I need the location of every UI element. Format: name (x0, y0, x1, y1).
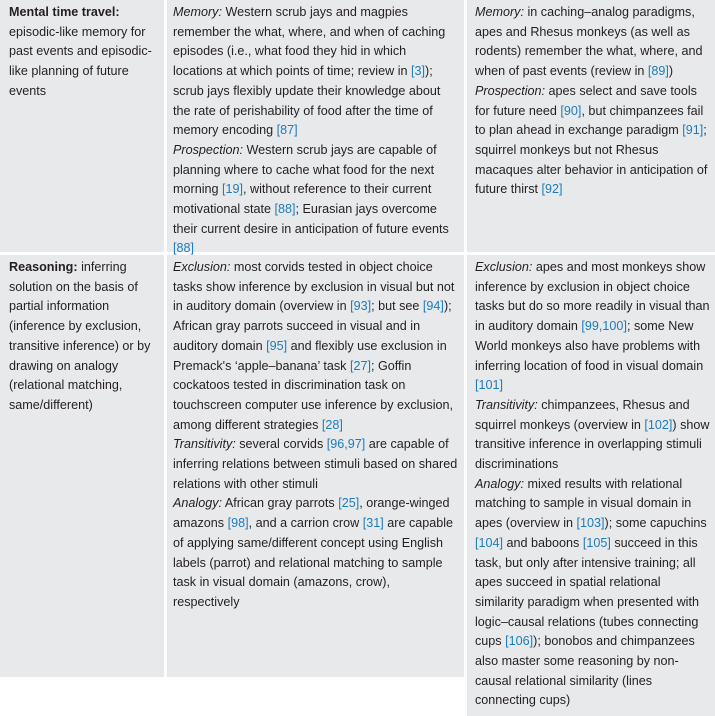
finding-text: , orange-winged amazons (173, 496, 450, 531)
citation-link[interactable]: [102] (644, 417, 673, 432)
finding-paragraph (173, 258, 458, 435)
finding-text: succeed in this task, but only after intensive training; all apes succeed in spatial relational similarity paradigm when presented with logic–causal relations (tubes connecting cups (475, 535, 699, 649)
primates-cell-reasoning (467, 255, 715, 716)
finding-text: apes and most monkeys show inference by exclusion in object choice tasks but do so more readily in visual than in auditory domain (475, 260, 710, 334)
finding-text: , and a carrion crow (248, 516, 363, 531)
finding-text: and baboons (503, 535, 583, 550)
finding-text: are capable of inferring relations between stimuli based on shared relations with other stimuli (173, 437, 458, 491)
finding-label: Memory: (173, 5, 222, 19)
finding-label: Analogy: (173, 496, 223, 511)
citation-link[interactable]: [93] (350, 299, 372, 314)
finding-text: ); African gray parrots succeed in visual and in auditory domain (173, 299, 452, 353)
finding-paragraph (475, 475, 711, 711)
finding-text: Western scrub jays and magpies remember the what, where, and when of caching episodes (i.e., what food they hid in which locations at which points of time; review in (173, 5, 446, 79)
finding-paragraph (475, 258, 711, 396)
finding-text: ; Goffin cockatoos tested in discrimination task on touchscreen computer use inference by exclusion, among different strategies (173, 358, 454, 432)
citation-link[interactable]: [92] (541, 182, 563, 197)
finding-paragraph (173, 3, 458, 141)
category-title: Reasoning: (9, 260, 78, 274)
citation-link[interactable]: [91] (682, 123, 704, 138)
finding-text: Western scrub jays are capable of planning where to cache what food for the next morning (173, 142, 437, 197)
citation-link[interactable]: [106] (505, 634, 534, 649)
finding-label: Transitivity: (475, 397, 538, 412)
finding-text: ) show transitive inference in overlapping stimuli discriminations (475, 417, 710, 472)
finding-label: Prospection: (173, 142, 244, 157)
finding-text: ); bonobos and chimpanzees also master some reasoning by non-causal relational similarity (lines connecting cups) (475, 634, 695, 708)
finding-text: are capable of applying same/different concept using English labels (parrot) and relational matching to sample task in visual domain (amazons, crow), respectively (173, 516, 454, 609)
citation-link[interactable]: [101] (475, 378, 504, 393)
citation-link[interactable]: [89] (647, 64, 669, 79)
finding-text: ; but see (371, 299, 423, 314)
finding-paragraph (173, 141, 458, 259)
primates-cell-mental-time-travel (467, 0, 715, 252)
citation-link[interactable]: [103] (576, 516, 605, 531)
category-cell-reasoning (0, 255, 164, 677)
finding-text: mixed results with relational matching to sample in visual domain in apes (overview in (475, 476, 692, 531)
citation-link[interactable]: [95] (266, 338, 288, 353)
birds-cell-reasoning (167, 255, 464, 677)
citation-link[interactable]: [19] (222, 182, 244, 197)
finding-label: Exclusion: (475, 260, 533, 274)
citation-link[interactable]: [87] (276, 123, 298, 138)
finding-label: Transitivity: (173, 437, 236, 452)
citation-link[interactable]: [25] (338, 496, 360, 511)
citation-link[interactable]: [28] (321, 417, 343, 432)
finding-text: ); scrub jays flexibly update their knowledge about the rate of perishability of food after the time of memory encoding (173, 64, 441, 138)
finding-text: chimpanzees, Rhesus and squirrel monkeys (overview in (475, 397, 690, 432)
birds-cell-mental-time-travel (167, 0, 464, 256)
citation-link[interactable]: [88] (173, 241, 195, 256)
citation-link[interactable]: [96,97] (326, 437, 366, 452)
finding-text: ); some capuchins (604, 516, 707, 531)
finding-label: Analogy: (475, 476, 525, 491)
finding-text: ; squirrel monkeys but not Rhesus macaques alter behavior in anticipation of future thirst (475, 123, 708, 197)
finding-label: Exclusion: (173, 260, 231, 274)
finding-label: Memory: (475, 5, 524, 19)
finding-text: ; Eurasian jays overcome their current desire in anticipation of future events (173, 202, 449, 236)
category-description: inferring solution on the basis of partial information (inference by exclusion, transitive inference) or by drawing on analogy (relational matching, same/different) (9, 260, 151, 412)
finding-text: , but chimpanzees fail to plan ahead in exchange paradigm (475, 103, 704, 138)
finding-text: ; some New World monkeys also have problems with inferring location of food in visual domain (475, 319, 704, 373)
finding-text: in caching–analog paradigms, apes and Rhesus monkeys (as well as rodents) remember the what, where, and when of past events (review in (475, 5, 703, 79)
citation-link[interactable]: [31] (362, 516, 384, 531)
finding-paragraph (173, 494, 458, 612)
citation-link[interactable]: [105] (582, 535, 611, 550)
category-cell-mental-time-travel (0, 0, 164, 252)
finding-paragraph (173, 435, 458, 494)
finding-text: and flexibly use exclusion in Premack's ‘apple–banana’ task (173, 338, 447, 373)
citation-link[interactable]: [104] (475, 535, 504, 550)
finding-text: most corvids tested in object choice tasks show inference by exclusion in visual but not in auditory domain (overview in (173, 260, 455, 314)
finding-text: apes select and save tools for future need (475, 83, 697, 118)
citation-link[interactable]: [3] (411, 64, 426, 79)
citation-link[interactable]: [99,100] (581, 319, 627, 334)
finding-text: ) (668, 64, 674, 79)
category-description: episodic-like memory for past events and episodic-like planning of future events (9, 24, 152, 98)
citation-link[interactable]: [94] (422, 299, 444, 314)
finding-text: African gray parrots (222, 496, 339, 511)
finding-paragraph (475, 396, 711, 475)
finding-label: Prospection: (475, 83, 546, 98)
finding-text: several corvids (235, 437, 327, 452)
category-title: Mental time travel: (9, 5, 120, 19)
citation-link[interactable]: [27] (349, 358, 371, 373)
finding-paragraph (475, 82, 711, 200)
citation-link[interactable]: [90] (560, 103, 582, 118)
finding-text: , without reference to their current motivational state (173, 182, 432, 217)
citation-link[interactable]: [98] (227, 516, 249, 531)
citation-link[interactable]: [88] (274, 202, 296, 217)
finding-paragraph (475, 3, 711, 82)
